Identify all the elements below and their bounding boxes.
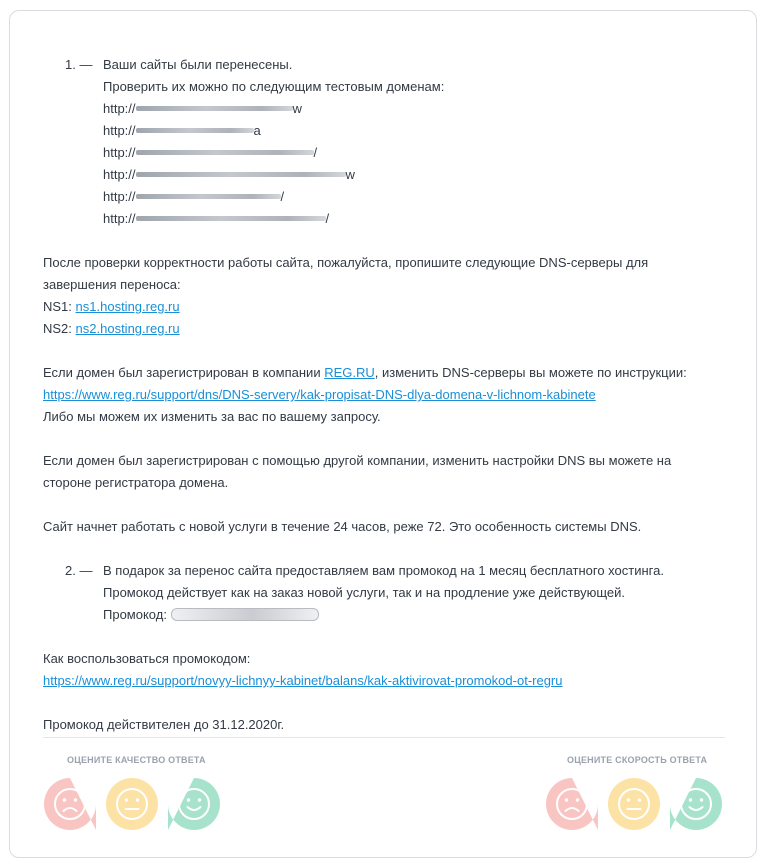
list-number: 1. [65, 57, 76, 72]
ns2-label: NS2: [43, 321, 72, 336]
quality-rating [43, 777, 229, 831]
list-dash: — [79, 57, 93, 72]
dns-instruction-text-2: завершения переноса: [43, 277, 181, 292]
quality-neutral-button[interactable] [105, 777, 159, 831]
dns-instruction-text: После проверки корректности работы сайта, пожалуйста, пропишите следующие DNS-серверы для [43, 255, 649, 270]
test-domain: http:// / [103, 189, 285, 204]
promo-valid-until: Промокод действителен до 31.12.2020г. [43, 717, 285, 732]
neutral-face-icon [607, 777, 661, 831]
promo-validity-text: Промокод действует как на заказ новой услуги, так и на продление уже действующей. [103, 585, 625, 600]
ns1-link[interactable]: ns1.hosting.reg.ru [75, 299, 180, 314]
regru-text: Если домен был зарегистрирован в компании REG.RU, изменить DNS-серверы вы можете по инструкции: [43, 365, 687, 380]
test-domain: http:// w [103, 101, 302, 116]
happy-face-icon [669, 777, 723, 831]
other-registrar-text-2: стороне регистратора домена. [43, 475, 229, 490]
ns1-row [43, 296, 733, 318]
happy-face-icon [167, 777, 221, 831]
promo-howto-link[interactable]: https://www.reg.ru/support/novyy-lichnyy-kabinet/balans/kak-aktivirovat-promokod-ot-regru [43, 673, 563, 688]
promo-label: Промокод: [103, 607, 167, 622]
dns-instruction-link[interactable]: https://www.reg.ru/support/dns/DNS-servery/kak-propisat-DNS-dlya-domena-v-lichnom-kabinete [43, 387, 596, 402]
list-item-1 [43, 54, 733, 230]
redacted-domain [136, 106, 293, 111]
rating-divider [43, 737, 725, 738]
message-card [9, 10, 757, 858]
redacted-domain [136, 150, 314, 155]
redacted-domain [136, 216, 326, 221]
sad-face-icon [545, 777, 599, 831]
speed-happy-button[interactable] [669, 777, 723, 831]
quality-rating-title: ОЦЕНИТЕ КАЧЕСТВО ОТВЕТА [67, 755, 206, 765]
sad-face-icon [43, 777, 97, 831]
other-registrar-text: Если домен был зарегистрирован с помощью другой компании, изменить настройки DNS вы можете на [43, 453, 672, 468]
redacted-domain [136, 172, 346, 177]
gift-text: В подарок за перенос сайта предоставляем вам промокод на 1 месяц бесплатного хостинга. [103, 563, 664, 578]
ns2-row [43, 318, 733, 340]
howto-title: Как воспользоваться промокодом: [43, 651, 251, 666]
ns1-label: NS1: [43, 299, 72, 314]
test-domain: http:// a [103, 123, 261, 138]
neutral-face-icon [105, 777, 159, 831]
quality-happy-button[interactable] [167, 777, 221, 831]
redacted-domain [136, 128, 254, 133]
list-item-2 [43, 560, 733, 626]
regru-link[interactable]: REG.RU [324, 365, 375, 380]
promo-code-row [103, 604, 733, 626]
redacted-promo-code [171, 608, 319, 621]
list-dash: — [79, 563, 93, 578]
alt-change-text: Либо мы можем их изменить за вас по вашему запросу. [43, 409, 381, 424]
speed-rating [545, 777, 731, 831]
quality-sad-button[interactable] [43, 777, 97, 831]
test-domain: http:// / [103, 211, 330, 226]
list-number: 2. [65, 563, 76, 578]
ns2-link[interactable]: ns2.hosting.reg.ru [75, 321, 180, 336]
speed-sad-button[interactable] [545, 777, 599, 831]
redacted-domain [136, 194, 281, 199]
propagation-text: Сайт начнет работать с новой услуги в течение 24 часов, реже 72. Это особенность системы DNS. [43, 519, 642, 534]
speed-neutral-button[interactable] [607, 777, 661, 831]
check-domains-text: Проверить их можно по следующим тестовым доменам: [103, 79, 445, 94]
speed-rating-title: ОЦЕНИТЕ СКОРОСТЬ ОТВЕТА [567, 755, 708, 765]
test-domain: http:// / [103, 145, 318, 160]
sites-migrated-text: Ваши сайты были перенесены. [103, 57, 293, 72]
message-content [43, 54, 733, 736]
test-domain: http:// w [103, 167, 355, 182]
